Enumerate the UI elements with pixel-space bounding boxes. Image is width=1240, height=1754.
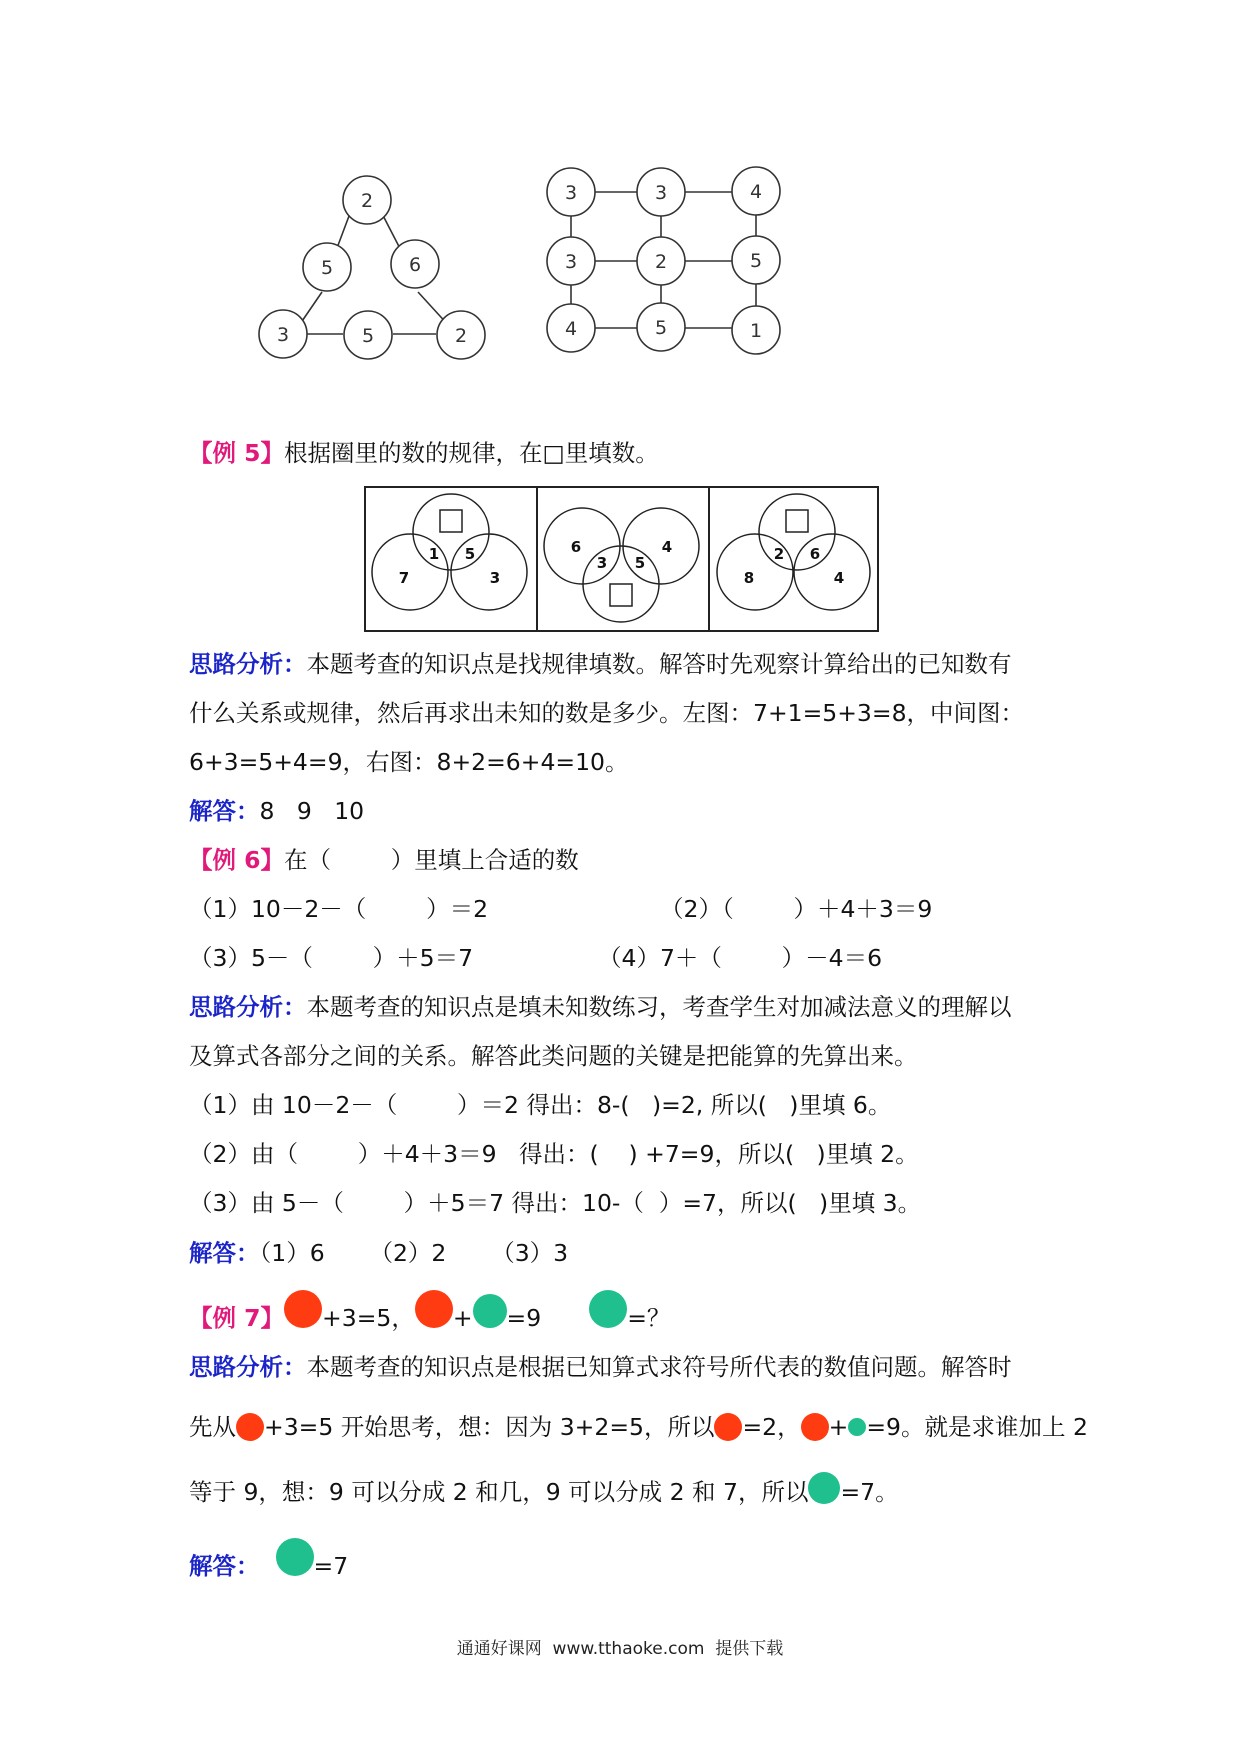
red-ball-icon (236, 1413, 264, 1441)
teal-ball-icon (808, 1472, 840, 1504)
ex7-analysis-line (189, 1412, 1088, 1442)
analysis-text: =7。 (840, 1478, 899, 1506)
ex5-figure (364, 486, 879, 634)
grid-node: 4 (749, 181, 763, 203)
triangle-node: 3 (276, 324, 290, 346)
red-ball-icon (415, 1290, 453, 1328)
red-ball-icon (714, 1413, 742, 1441)
ex7-answer (189, 1538, 348, 1581)
footer-credit: 通通好课网 www.tthaoke.com 提供下载 (456, 1639, 784, 1659)
grid-node: 2 (654, 251, 668, 273)
ex7-equation: +3=5， (322, 1304, 415, 1332)
answer-label: 解答： (189, 797, 260, 825)
grid-node: 5 (654, 317, 668, 339)
analysis-text: 等于 9，想：9 可以分成 2 和几，9 可以分成 2 和 7，所以 (189, 1478, 809, 1506)
analysis-text: 本题考查的知识点是找规律填数。解答时先观察计算给出的已知数有 (306, 650, 1012, 678)
grid-node: 3 (564, 251, 578, 273)
grid-node: 5 (749, 250, 763, 272)
ex5-analysis-line: 什么关系或规律，然后再求出未知的数是多少。左图：7+1=5+3=8，中间图： (189, 699, 1025, 727)
ex5-panel-number: 1 (428, 545, 440, 563)
ex5-panel-number: 7 (398, 569, 410, 587)
teal-ball-icon (589, 1290, 627, 1328)
ex5-panel-number: 3 (489, 569, 501, 587)
ex6-heading (189, 845, 579, 875)
ex5-panel-number: 5 (464, 545, 476, 563)
ex7-equation: =？ (627, 1304, 671, 1332)
ex6-item: （1）10－2－（ ）＝2 (189, 895, 489, 923)
ex6-question: 在（ ）里填上合适的数 (284, 846, 579, 874)
ex5-panel-number: 6 (570, 538, 582, 556)
grid-node: 4 (564, 318, 578, 340)
ex6-step: （1）由 10－2－（ ）＝2 得出：8-( )=2, 所以( )里填 6。 (189, 1091, 892, 1119)
answer-text: =7 (313, 1552, 349, 1580)
triangle-node: 6 (408, 254, 422, 276)
ex5-analysis-line: 6+3=5+4=9，右图：8+2=6+4=10。 (189, 748, 629, 776)
answer-label: 解答： (189, 1239, 260, 1267)
ex7-equation: + (452, 1304, 473, 1332)
grid-figure (544, 166, 789, 366)
ex6-item: （3）5－（ ）＋5＝7 (189, 944, 474, 972)
red-ball-icon (801, 1413, 829, 1441)
analysis-text: +3=5 开始思考，想：因为 3+2=5，所以 (264, 1413, 715, 1441)
teal-ball-icon (848, 1418, 866, 1436)
ex5-answer (189, 796, 364, 826)
answer-label: 解答： (189, 1552, 260, 1580)
triangle-figure (250, 172, 500, 362)
ex6-tag: 【例 6】 (189, 846, 285, 874)
ex6-step: （3）由 5－（ ）＋5＝7 得出：10-（ ）=7，所以( )里填 3。 (189, 1189, 922, 1217)
ex6-item: （2）（ ）＋4＋3＝9 (660, 895, 933, 923)
ex5-panel-number: 3 (596, 554, 608, 572)
analysis-text: =9。就是求谁加上 2 (866, 1413, 1088, 1441)
teal-ball-icon (473, 1294, 507, 1328)
red-ball-icon (284, 1290, 322, 1328)
analysis-text: + (828, 1413, 849, 1441)
analysis-label: 思路分析： (189, 1353, 307, 1381)
ex7-analysis-line (189, 1472, 899, 1507)
ex5-panel-number: 8 (743, 569, 755, 587)
grid-node: 3 (564, 182, 578, 204)
teal-ball-icon (276, 1538, 314, 1576)
ex5-panel-number: 6 (809, 545, 821, 563)
grid-node: 3 (654, 182, 668, 204)
ex5-panel-number: 2 (773, 545, 785, 563)
analysis-text: 先从 (189, 1413, 236, 1441)
ex7-heading (189, 1290, 670, 1333)
triangle-node: 2 (360, 190, 374, 212)
ex6-analysis-line (189, 992, 1012, 1022)
ex6-item: （4）7＋（ ）－4＝6 (598, 944, 883, 972)
ex5-heading (189, 438, 659, 468)
answer-text: 8 9 10 (259, 797, 365, 825)
ex5-panel-number: 5 (634, 554, 646, 572)
analysis-text: 本题考查的知识点是根据已知算式求符号所代表的数值问题。解答时 (306, 1353, 1012, 1381)
ex7-tag: 【例 7】 (189, 1304, 285, 1332)
answer-text: （1）6 （2）2 （3）3 (259, 1239, 569, 1267)
ex5-analysis-line (189, 649, 1012, 679)
analysis-label: 思路分析： (189, 993, 307, 1021)
analysis-text: 本题考查的知识点是填未知数练习，考查学生对加减法意义的理解以 (306, 993, 1012, 1021)
triangle-node: 5 (361, 325, 375, 347)
ex7-analysis-line (189, 1352, 1012, 1382)
triangle-node: 2 (454, 325, 468, 347)
triangle-node: 5 (320, 257, 334, 279)
ex6-answer (189, 1238, 568, 1268)
grid-node: 1 (749, 320, 763, 342)
ex7-equation: =9 (506, 1304, 542, 1332)
ex6-step: （2）由（ ）＋4＋3＝9 得出：( ) +7=9，所以( )里填 2。 (189, 1140, 919, 1168)
analysis-label: 思路分析： (189, 650, 307, 678)
ex5-panel-number: 4 (833, 569, 845, 587)
ex5-tag: 【例 5】 (189, 439, 285, 467)
analysis-text: =2， (742, 1413, 801, 1441)
ex6-analysis-line: 及算式各部分之间的关系。解答此类问题的关键是把能算的先算出来。 (189, 1042, 918, 1070)
ex5-question: 根据圈里的数的规律，在□里填数。 (284, 439, 659, 467)
ex5-panel-number: 4 (661, 538, 673, 556)
